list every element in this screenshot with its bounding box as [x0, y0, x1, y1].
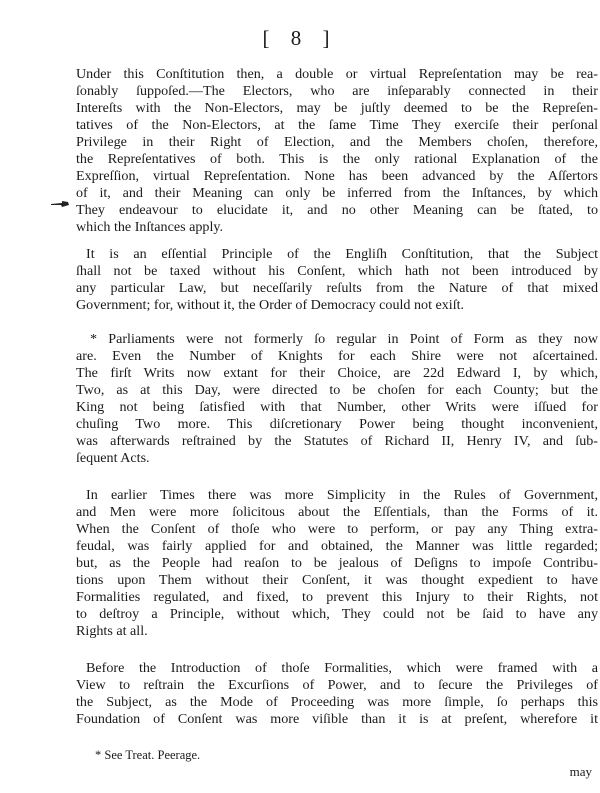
text-line: When the Conſent of thoſe who were to perform, or pay any Thing extra-	[76, 521, 598, 537]
text-line: Rights at all.	[76, 623, 148, 639]
text-line: * Parliaments were not formerly ſo regular in Point of Form as they now	[90, 331, 598, 347]
text-line: of it, and their Meaning can only be inferred from the Inſtances, by which	[76, 185, 598, 201]
text-line: Two, as at this Day, were directed to be choſen for each County; but the	[76, 382, 598, 398]
text-line: Privilege in their Right of Election, and the Members choſen, therefore,	[76, 134, 598, 150]
text-line: In earlier Times there was more Simplicity in the Rules of Government,	[86, 487, 598, 503]
text-line: which the Inſtances apply.	[76, 219, 224, 235]
text-line: ſequent Acts.	[76, 450, 150, 466]
text-line: and Men were more ſolicitous about the Eſſentials, than the Forms of it.	[76, 504, 598, 520]
text-line: are. Even the Number of Knights for each Shire were not aſcertained.	[76, 348, 598, 364]
text-line: Under this Conſtitution then, a double or virtual Repreſentation may be rea-	[76, 66, 598, 82]
pointing-hand-icon	[50, 198, 70, 210]
page-number: [ 8 ]	[262, 26, 338, 50]
text-line: Government; for, without it, the Order of Democracy could not exiſt.	[76, 297, 465, 313]
text-line: ſonably ſuppoſed.—The Electors, who are inſeparably connected in their	[76, 83, 598, 99]
text-line: chuſing Two more. This diſcretionary Power being thought inconvenient,	[76, 416, 598, 432]
text-line: King not being ſatisfied with that Number, other Writs were iſſued for	[76, 399, 598, 415]
footnote: * See Treat. Peerage.	[95, 748, 201, 762]
text-line: any particular Law, but neceſſarily reſults from the Nature of that mixed	[76, 280, 598, 296]
text-line: the Subject, as the Mode of Proceeding was more ſimple, ſo perhaps this	[76, 694, 598, 710]
text-line: Before the Introduction of thoſe Formalities, which were framed with a	[86, 660, 598, 676]
text-line: tions upon Them without their Conſent, it was thought expedient to have	[76, 572, 598, 588]
text-line: Foundation of Conſent was more viſible than it is at preſent, wherefore it	[76, 711, 598, 727]
text-line: The firſt Writs now extant for their Choice, are 22d Edward I, by which,	[76, 365, 598, 381]
text-line: ſhall not be taxed without his Conſent, which hath not been introduced by	[76, 263, 598, 279]
text-line: They endeavour to elucidate it, and no other Meaning can be ſtated, to	[76, 202, 598, 218]
text-line: It is an eſſential Principle of the Engliſh Conſtitution, that the Subject	[86, 246, 598, 262]
text-line: View to reſtrain the Excurſions of Power, and to ſecure the Privileges of	[76, 677, 598, 693]
text-line: to deſtroy a Principle, without which, They could not be ſaid to have any	[76, 606, 598, 622]
text-line: Formalities regulated, and fixed, to prevent this Injury to their Rights, not	[76, 589, 598, 605]
text-line: tatives of the Non-Electors, at the ſame Time They exerciſe their perſonal	[76, 117, 598, 133]
text-line: feudal, was fairly applied for and obtained, the Manner was little regarded;	[76, 538, 598, 554]
text-line: Expreſſion, virtual Repreſentation. None has been advanced by the Aſſertors	[76, 168, 598, 184]
text-line: was afterwards reſtrained by the Statutes of Richard II, Henry IV, and ſub-	[76, 433, 598, 449]
catchword: may	[569, 764, 592, 779]
text-line: but, as the People had reaſon to be jealous of Deſigns to impoſe Contribu-	[76, 555, 598, 571]
text-line: Intereſts with the Non-Electors, may be juſtly deemed to be the Repreſen-	[76, 100, 598, 116]
text-line: the Repreſentatives of both. This is the only rational Explanation of the	[76, 151, 598, 167]
